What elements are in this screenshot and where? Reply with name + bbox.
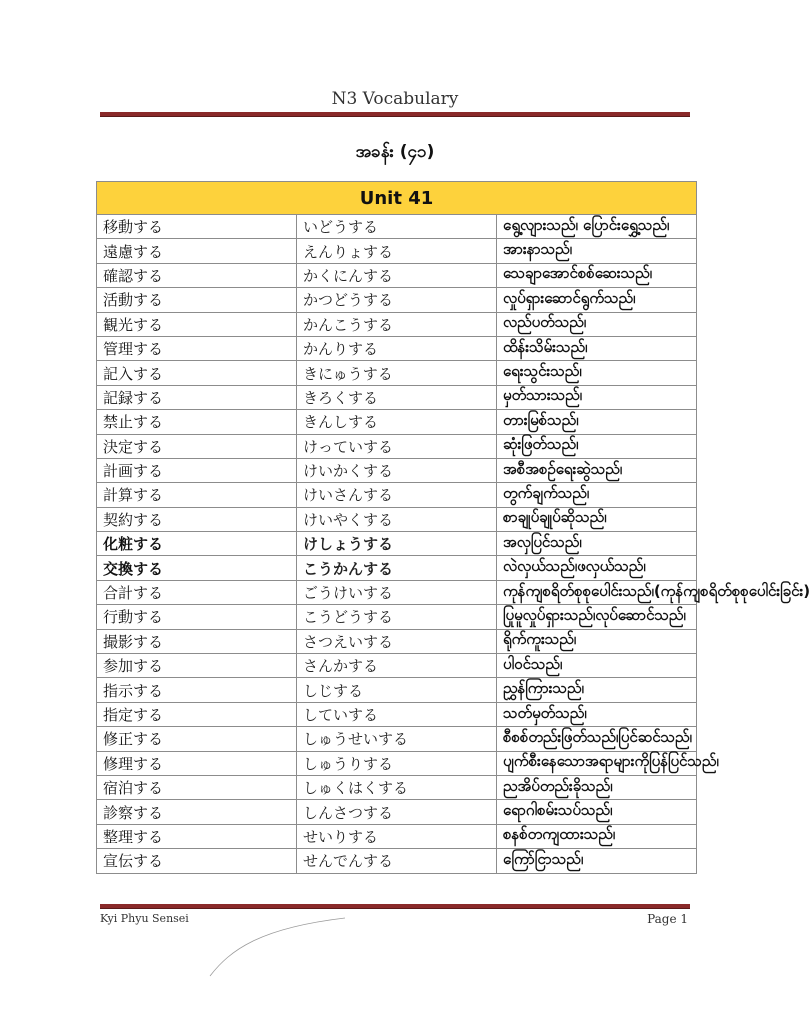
vocab-kanji: 決定する: [97, 434, 297, 458]
vocab-meaning: ပြုမူလှုပ်ရှားသည်၊လုပ်ဆောင်သည်၊: [497, 605, 697, 629]
vocab-kanji: 禁止する: [97, 410, 297, 434]
vocab-meaning: တားမြစ်သည်၊: [497, 410, 697, 434]
vocab-kanji: 記録する: [97, 385, 297, 409]
header-divider: [100, 112, 690, 117]
vocab-kanji: 修理する: [97, 751, 297, 775]
vocab-kanji: 宿泊する: [97, 775, 297, 799]
vocab-row: [97, 678, 697, 702]
vocab-reading: けっていする: [297, 434, 497, 458]
vocab-row: [97, 458, 697, 482]
vocab-row: [97, 556, 697, 580]
pen-stroke-mark: [200, 910, 360, 980]
vocab-row: [97, 580, 697, 604]
vocab-kanji: 指定する: [97, 702, 297, 726]
vocab-row: [97, 507, 697, 531]
vocab-kanji: 指示する: [97, 678, 297, 702]
vocab-kanji: 観光する: [97, 312, 297, 336]
vocab-meaning: လည်ပတ်သည်၊: [497, 312, 697, 336]
vocab-reading: けいかくする: [297, 458, 497, 482]
vocab-meaning: ပျက်စီးနေသောအရာများကိုပြန်ပြင်သည်၊: [497, 751, 697, 775]
vocab-kanji: 活動する: [97, 288, 297, 312]
vocab-kanji: 化粧する: [97, 532, 297, 556]
vocab-meaning: တွက်ချက်သည်၊: [497, 483, 697, 507]
vocab-reading: しゅうりする: [297, 751, 497, 775]
vocab-reading: いどうする: [297, 215, 497, 239]
vocab-reading: しんさつする: [297, 800, 497, 824]
vocab-meaning: ရိုက်ကူးသည်၊: [497, 629, 697, 653]
vocab-reading: かくにんする: [297, 263, 497, 287]
vocab-kanji: 確認する: [97, 263, 297, 287]
vocab-row: [97, 532, 697, 556]
vocabulary-rows: [97, 215, 810, 874]
vocab-row: [97, 410, 697, 434]
vocab-row: [97, 215, 697, 239]
vocab-row: [97, 702, 697, 726]
vocab-row: [97, 263, 697, 287]
vocab-kanji: 移動する: [97, 215, 297, 239]
vocab-reading: ごうけいする: [297, 580, 497, 604]
vocab-reading: きんしする: [297, 410, 497, 434]
vocab-kanji: 合計する: [97, 580, 297, 604]
vocab-row: [97, 849, 697, 873]
vocab-meaning: ညွှန်ကြားသည်၊: [497, 678, 697, 702]
vocabulary-table: [96, 181, 810, 874]
vocab-meaning: ရေးသွင်းသည်၊: [497, 361, 697, 385]
vocab-meaning: ရောဂါစမ်းသပ်သည်၊: [497, 800, 697, 824]
footer-author: Kyi Phyu Sensei: [100, 912, 189, 925]
vocab-row: [97, 483, 697, 507]
vocab-kanji: 撮影する: [97, 629, 297, 653]
vocab-row: [97, 605, 697, 629]
vocab-kanji: 行動する: [97, 605, 297, 629]
vocab-row: [97, 654, 697, 678]
vocab-kanji: 診察する: [97, 800, 297, 824]
vocab-kanji: 記入する: [97, 361, 297, 385]
vocab-kanji: 計算する: [97, 483, 297, 507]
vocab-row: [97, 288, 697, 312]
vocab-meaning: စနစ်တကျထားသည်၊: [497, 824, 697, 848]
vocab-meaning: လှုပ်ရှားဆောင်ရွက်သည်၊: [497, 288, 697, 312]
vocab-reading: けしょうする: [297, 532, 497, 556]
vocab-meaning: စာချုပ်ချုပ်ဆိုသည်၊: [497, 507, 697, 531]
vocab-reading: しゅうせいする: [297, 727, 497, 751]
vocab-meaning: ကြော်ငြာသည်၊: [497, 849, 697, 873]
vocab-row: [97, 312, 697, 336]
vocab-meaning: ဆုံးဖြတ်သည်၊: [497, 434, 697, 458]
vocab-reading: していする: [297, 702, 497, 726]
vocab-reading: かんりする: [297, 336, 497, 360]
vocab-meaning: သတ်မှတ်သည်၊: [497, 702, 697, 726]
vocab-kanji: 整理する: [97, 824, 297, 848]
vocab-kanji: 計画する: [97, 458, 297, 482]
vocab-reading: きにゅうする: [297, 361, 497, 385]
vocab-kanji: 契約する: [97, 507, 297, 531]
vocab-row: [97, 434, 697, 458]
vocab-meaning: အားနာသည်၊: [497, 239, 697, 263]
vocab-reading: こうかんする: [297, 556, 497, 580]
vocab-kanji: 参加する: [97, 654, 297, 678]
vocab-meaning: ညအိပ်တည်းခိုသည်၊: [497, 775, 697, 799]
vocab-meaning: ပါဝင်သည်၊: [497, 654, 697, 678]
vocab-meaning: လဲလှယ်သည်၊ဖလှယ်သည်၊: [497, 556, 697, 580]
vocab-kanji: 修正する: [97, 727, 297, 751]
vocab-row: [97, 727, 697, 751]
vocab-row: [97, 751, 697, 775]
vocab-meaning: ကုန်ကျစရိတ်စုစုပေါင်းသည်၊(ကုန်ကျစရိတ်စုစုပေါင်းခြင်း): [497, 580, 697, 604]
vocab-reading: しじする: [297, 678, 497, 702]
vocab-row: [97, 239, 697, 263]
vocab-reading: けいやくする: [297, 507, 497, 531]
footer-divider: [100, 904, 690, 909]
vocab-row: [97, 361, 697, 385]
vocab-reading: しゅくはくする: [297, 775, 497, 799]
vocab-meaning: အစီအစဉ်ရေးဆွဲသည်၊: [497, 458, 697, 482]
vocab-reading: かんこうする: [297, 312, 497, 336]
vocab-row: [97, 385, 697, 409]
vocab-reading: けいさんする: [297, 483, 497, 507]
vocab-kanji: 管理する: [97, 336, 297, 360]
vocab-meaning: ထိန်းသိမ်းသည်၊: [497, 336, 697, 360]
vocab-meaning: ရွေ့လျားသည်၊ ပြောင်းရွှေ့သည်၊: [497, 215, 697, 239]
vocab-reading: せんでんする: [297, 849, 497, 873]
vocab-reading: かつどうする: [297, 288, 497, 312]
lesson-title: အခန်း (၄၁): [355, 142, 435, 162]
vocab-kanji: 交換する: [97, 556, 297, 580]
vocab-row: [97, 336, 697, 360]
vocab-meaning: စီစစ်တည်းဖြတ်သည်၊ပြင်ဆင်သည်၊: [497, 727, 697, 751]
vocab-reading: さんかする: [297, 654, 497, 678]
vocab-meaning: မှတ်သားသည်၊: [497, 385, 697, 409]
vocab-reading: こうどうする: [297, 605, 497, 629]
vocab-row: [97, 800, 697, 824]
page-title: N3 Vocabulary: [331, 89, 459, 109]
vocab-reading: きろくする: [297, 385, 497, 409]
vocab-reading: さつえいする: [297, 629, 497, 653]
vocab-row: [97, 775, 697, 799]
unit-header: Unit 41: [97, 182, 697, 215]
vocab-meaning: သေချာအောင်စစ်ဆေးသည်၊: [497, 263, 697, 287]
footer-page-number: Page 1: [647, 912, 688, 926]
vocab-row: [97, 824, 697, 848]
vocab-kanji: 遠慮する: [97, 239, 297, 263]
vocab-meaning: အလှပြင်သည်၊: [497, 532, 697, 556]
vocab-row: [97, 629, 697, 653]
vocab-reading: せいりする: [297, 824, 497, 848]
vocab-kanji: 宣伝する: [97, 849, 297, 873]
vocab-reading: えんりょする: [297, 239, 497, 263]
